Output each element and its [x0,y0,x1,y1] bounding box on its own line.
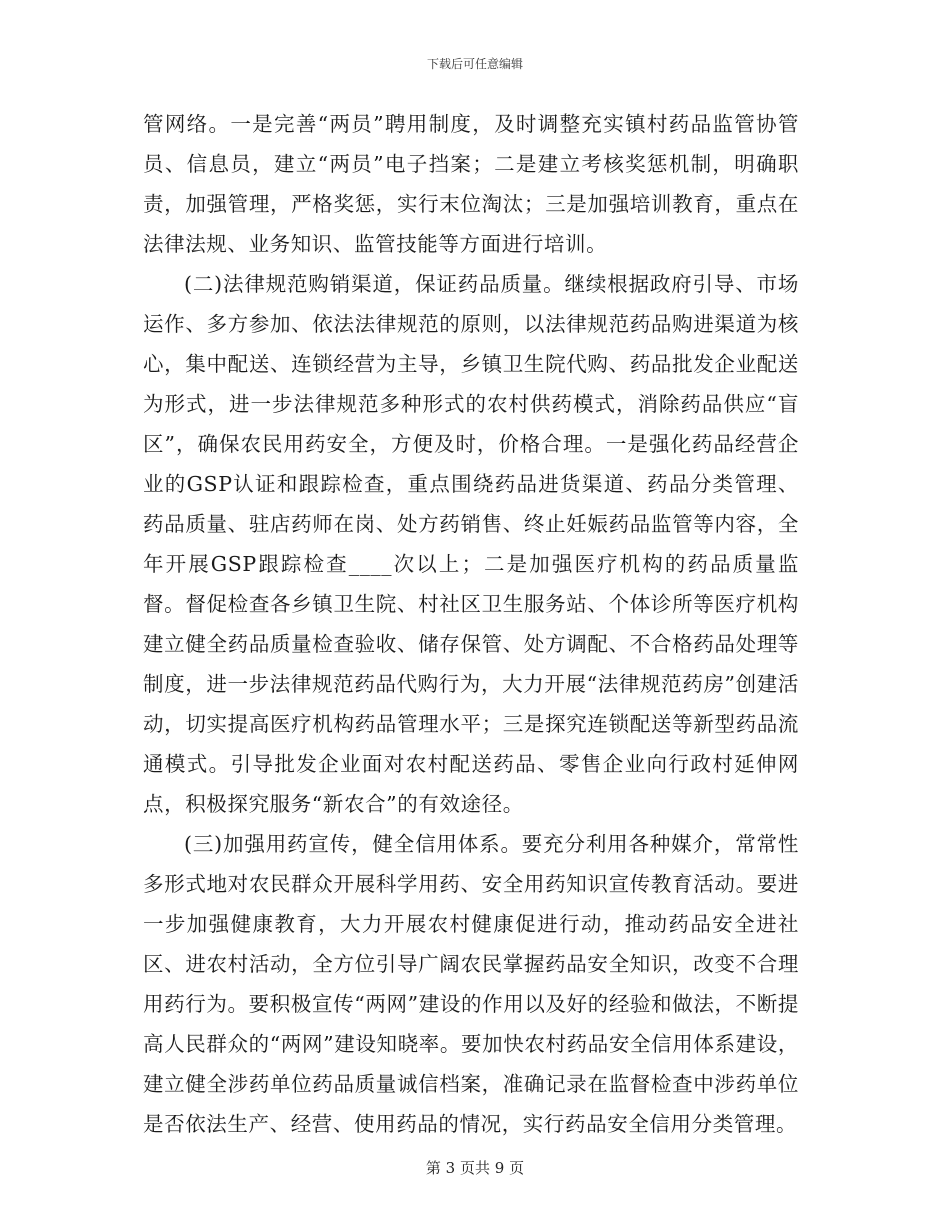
document-body [143,104,799,1144]
page-header: 下载后可任意编辑 [426,57,523,71]
page-footer: 第 3 页共 9 页 [425,1159,525,1177]
paragraph-section-two: (二)法律规范购销渠道，保证药品质量。继续根据政府引导、市场运作、多方参加、依法法律规范的原则，以法律规范药品购进渠道为核心，集中配送、连锁经营为主导，乡镇卫生院代购、药品批发企业配送为形式，进一步法律规范多种形式的农村供药模式，消除药品供应“盲区”，确保农民用药安全，方便及时，价格合理。一是强化药品经营企业的GSP认证和跟踪检查，重点围绕药品进货渠道、药品分类管理、药品质量、驻店药师在岗、处方药销售、终止妊娠药品监管等内容，全年开展GSP跟踪检查____次以上；二是加强医疗机构的药品质量监督。督促检查各乡镇卫生院、村社区卫生服务站、个体诊所等医疗机构建立健全药品质量检查验收、储存保管、处方调配、不合格药品处理等制度，进一步法律规范药品代购行为，大力开展“法律规范药房”创建活动，切实提高医疗机构药品管理水平；三是探究连锁配送等新型药品流通模式。引导批发企业面对农村配送药品、零售企业向行政村延伸网点，积极探究服务“新农合”的有效途径。 [143,272,799,816]
paragraph-continuation: 管网络。一是完善“两员”聘用制度，及时调整充实镇村药品监管协管员、信息员，建立“两员”电子挡案；二是建立考核奖惩机制，明确职责，加强管理，严格奖惩，实行末位淘汰；三是加强培训教育，重点在法律法规、业务知识、监管技能等方面进行培训。 [143,112,799,256]
paragraph-section-three: (三)加强用药宣传，健全信用体系。要充分利用各种媒介，常常性多形式地对农民群众开展科学用药、安全用药知识宣传教育活动。要进一步加强健康教育，大力开展农村健康促进行动，推动药品安全进社区、进农村活动，全方位引导广阔农民掌握药品安全知识，改变不合理用药行为。要积极宣传“两网”建设的作用以及好的经验和做法，不断提高人民群众的“两网”建设知晓率。要加快农村药品安全信用体系建设，建立健全涉药单位药品质量诚信档案，准确记录在监督检查中涉药单位是否依法生产、经营、使用药品的情况，实行药品安全信用分类管理。 [143,832,799,1136]
